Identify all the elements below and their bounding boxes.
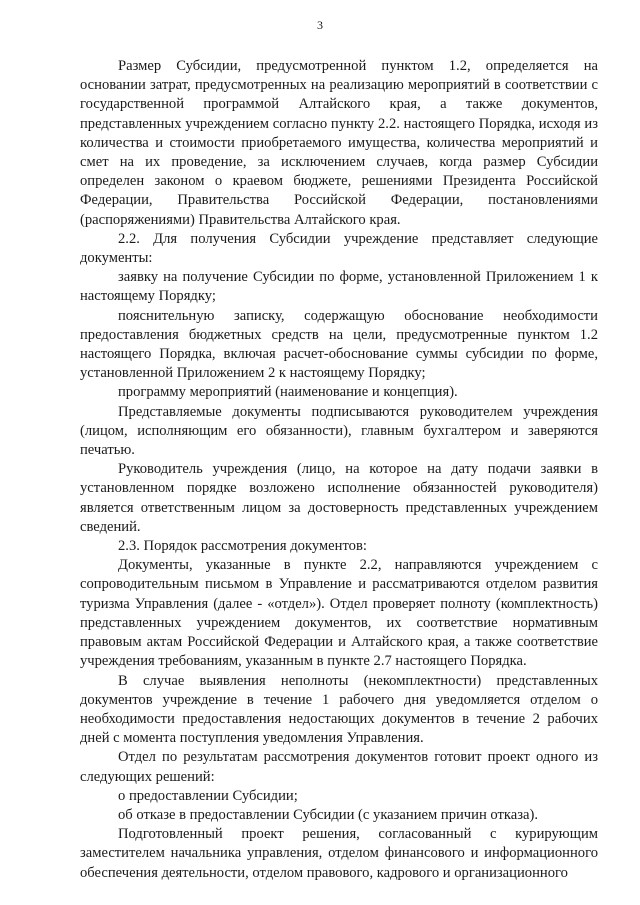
paragraph-approval: Подготовленный проект решения, согласованный с курирующим заместителем начальника управления, отделом финансового и информационного обеспечения деятельности, отделом правового, кадрового и организационного: [80, 826, 598, 881]
page-number: 3: [317, 18, 323, 32]
paragraph-2-3: 2.3. Порядок рассмотрения документов:: [118, 538, 367, 555]
paragraph-2-2: 2.2. Для получения Субсидии учреждение представляет следующие документы:: [80, 230, 598, 267]
paragraph-explanatory-note: пояснительную записку, содержащую обоснование необходимости предоставления бюджетных средств на цели, предусмотренные пунктом 1.2 настоящего Порядка, включая расчет-обоснование суммы субсидии по форме, установленной Приложением 2 к настоящему Порядку;: [80, 307, 598, 382]
paragraph-incomplete: В случае выявления неполноты (некомплектности) представленных документов учреждение в течение 1 рабочего дня уведомляется отделом о необходимости предоставления недостающих документов в течение 2 рабочих дней с момента поступления уведомления Управления.: [80, 672, 598, 747]
paragraph-decision-refusal: об отказе в предоставлении Субсидии (с указанием причин отказа).: [118, 806, 538, 823]
paragraph-application: заявку на получение Субсидии по форме, установленной Приложением 1 к настоящему Порядку;: [80, 269, 598, 305]
document-body: [80, 57, 598, 883]
paragraph-subsidy-size: Размер Субсидии, предусмотренной пунктом 1.2, определяется на основании затрат, предусмотренных на реализацию мероприятий в соответствии с государственной программой Алтайского края, а также документов, представленных учреждением согласно пункту 2.2. настоящего Порядка, исходя из количества и стоимости приобретаемого имущества, количества мероприятий и смет на их проведение, за исключением случаев, когда размер Субсидии определен законом о краевом бюджете, решениями Президента Российской Федерации, Правительства Российской Федерации, постановлениями (распоряжениями) Правительства Алтайского края.: [80, 58, 598, 228]
paragraph-decision-grant: о предоставлении Субсидии;: [118, 787, 298, 804]
paragraph-signatures: Представляемые документы подписываются руководителем учреждения (лицом, исполняющим его обязанности), главным бухгалтером и заверяются печатью.: [80, 403, 598, 459]
paragraph-responsibility: Руководитель учреждения (лицо, на которое на дату подачи заявки в установленном порядке возложено исполнение обязанностей руководителя) является ответственным лицом за достоверность представленных учреждением сведений.: [80, 461, 598, 535]
paragraph-program: программу мероприятий (наименование и концепция).: [118, 384, 458, 401]
paragraph-decision-draft: Отдел по результатам рассмотрения документов готовит проект одного из следующих решений:: [80, 749, 598, 785]
paragraph-review: Документы, указанные в пункте 2.2, направляются учреждением с сопроводительным письмом в Управление и рассматриваются отделом развития туризма Управления (далее - «отдел»). Отдел проверяет полноту (комплектность) представленных учреждением документов, их соответствие нормативным правовым актам Российской Федерации и Алтайского края, а также соответствие учреждения требованиям, указанным в пункте 2.7 настоящего Порядка.: [80, 557, 598, 670]
